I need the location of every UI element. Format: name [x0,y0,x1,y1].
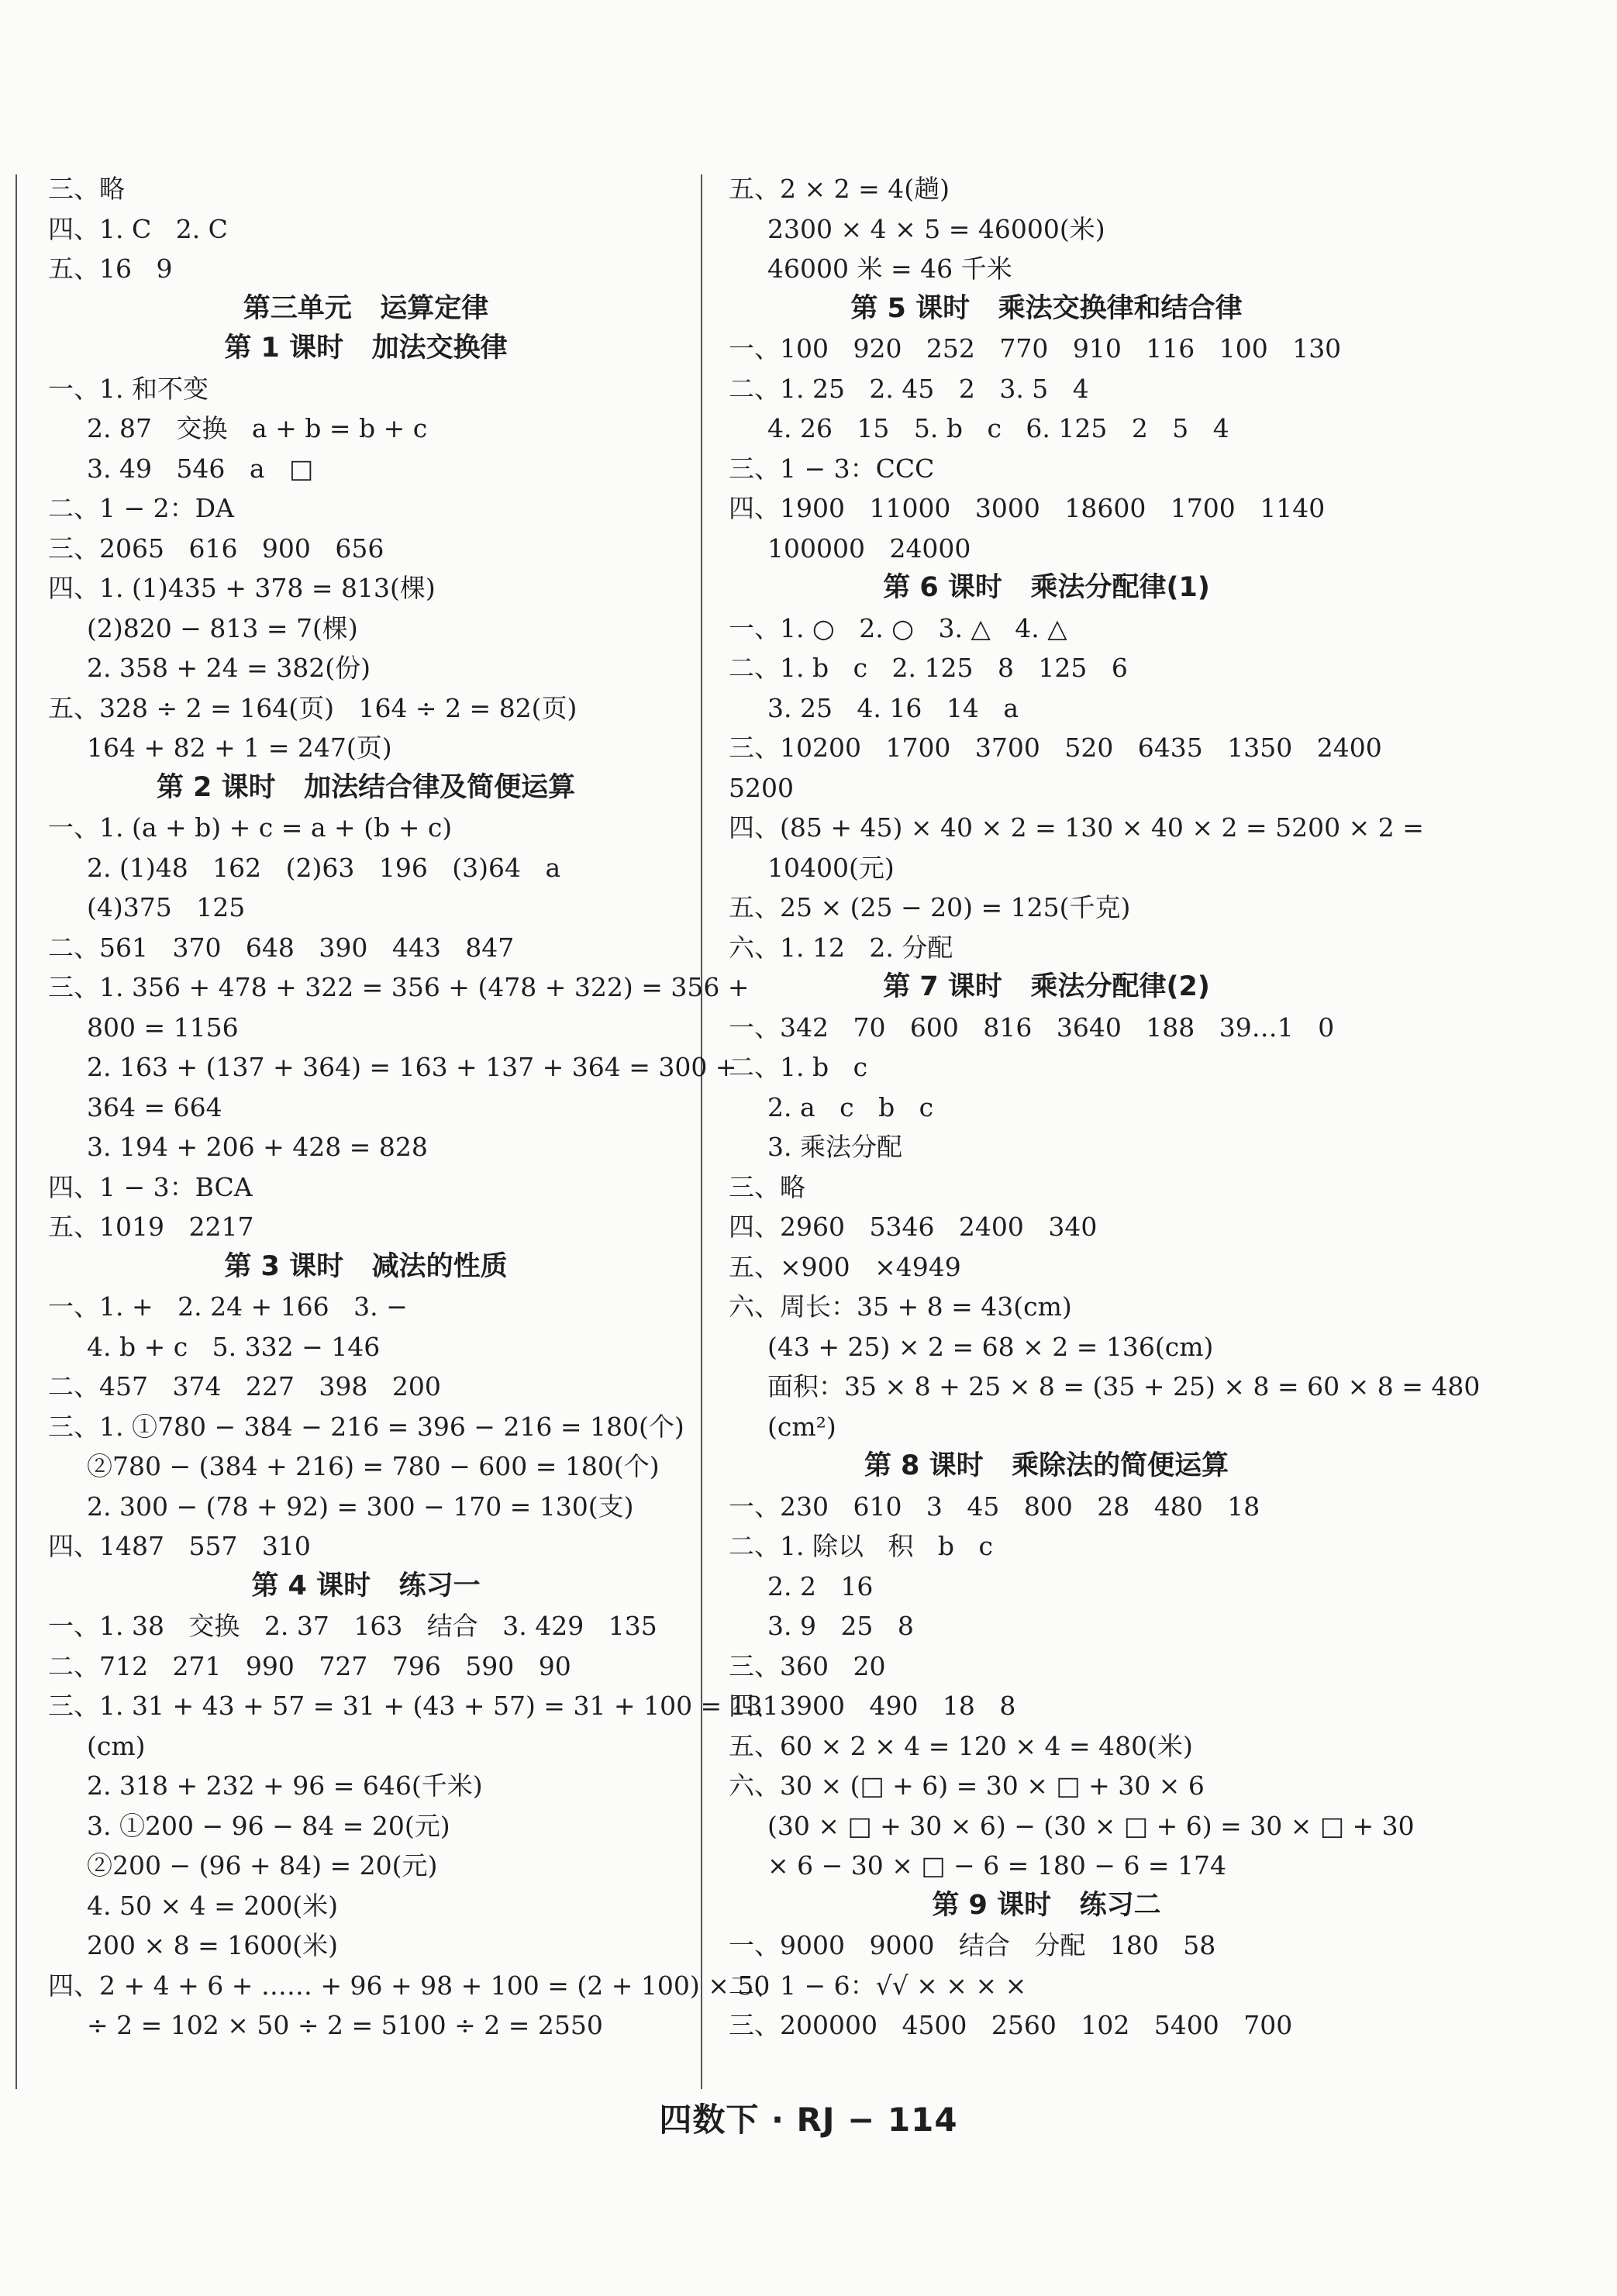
answer-line: 六、30 × (□ + 6) = 30 × □ + 30 × 6 [729,1770,1205,1801]
right-answer-column [729,169,1481,2107]
answer-line: 四、3900 490 18 8 [729,1691,1016,1721]
page-footer: 四数下 · RJ − 114 [659,2101,958,2139]
answer-line: 一、9000 9000 结合 分配 180 58 [729,1930,1216,1960]
section-heading: 第 8 课时 乘除法的简便运算 [864,1450,1229,1481]
answer-line: 四、1. (1)435 + 378 = 813(棵) [48,573,436,603]
answer-line: 一、1. ○ 2. ○ 3. △ 4. △ [729,612,1067,643]
answer-line: 面积：35 × 8 + 25 × 8 = (35 + 25) × 8 = 60 × 8 = 480 [767,1371,1481,1401]
answer-line: 六、周长：35 + 8 = 43(cm) [729,1291,1072,1322]
section-heading: 第 3 课时 减法的性质 [224,1250,508,1282]
answer-line: 2. 300 − (78 + 92) = 300 − 170 = 130(支) [87,1491,634,1522]
answer-line: 五、60 × 2 × 4 = 120 × 4 = 480(米) [729,1730,1193,1761]
answer-line: 二、1 − 6：√√ × × × × [729,1970,1027,2001]
left-margin-rule [16,174,17,2089]
answer-line: 3. 9 25 8 [767,1611,914,1641]
answer-line: (4)375 125 [87,892,246,922]
answer-line: 二、1. b c [729,1052,868,1082]
answer-line: 五、×900 ×4949 [729,1251,961,1282]
answer-line: 二、712 271 990 727 796 590 90 [48,1650,571,1681]
answer-line: 100000 24000 [767,533,971,564]
section-heading: 第 7 课时 乘法分配律(2) [883,971,1210,1002]
answer-line: 三、360 20 [729,1650,886,1681]
answer-line: 二、561 370 648 390 443 847 [48,932,515,963]
answer-line: 六、1. 12 2. 分配 [729,932,953,963]
column-divider-rule [701,174,702,2089]
answer-line: 2. 318 + 232 + 96 = 646(千米) [87,1770,483,1801]
answer-line: 四、1. C 2. C [48,213,228,244]
section-heading: 第 5 课时 乘法交换律和结合律 [850,292,1243,324]
section-heading: 第 6 课时 乘法分配律(1) [883,572,1210,603]
answer-line: 三、10200 1700 3700 520 6435 1350 2400 [729,733,1382,763]
answer-line: 三、略 [729,1171,805,1202]
answer-line: 5200 [729,772,794,803]
answer-line: 三、1 − 3：CCC [729,453,935,484]
section-heading: 第 2 课时 加法结合律及简便运算 [156,771,576,803]
answer-line: 800 = 1156 [87,1012,239,1043]
answer-line: 四、(85 + 45) × 40 × 2 = 130 × 40 × 2 = 5200 × 2 = [729,812,1424,843]
answer-line: 三、略 [48,174,125,204]
answer-line: 3. 194 + 206 + 428 = 828 [87,1132,428,1162]
answer-line: 2. a c b c [767,1091,934,1122]
answer-line: 二、1. 25 2. 45 2 3. 5 4 [729,373,1089,404]
answer-line: 4. 26 15 5. b c 6. 125 2 5 4 [767,413,1229,443]
answer-line: 364 = 664 [87,1091,222,1122]
section-heading: 第三单元 运算定律 [243,292,489,324]
answer-line: 二、1 − 2：DA [48,493,234,523]
answer-line: 一、1. (a + b) + c = a + (b + c) [48,812,453,843]
answer-line: 五、25 × (25 − 20) = 125(千克) [729,892,1131,922]
answer-line: 二、1. 除以 积 b c [729,1531,993,1561]
section-heading: 第 1 课时 加法交换律 [224,333,508,364]
answer-line: 一、100 920 252 770 910 116 100 130 [729,333,1342,364]
answer-line: (30 × □ + 30 × 6) − (30 × □ + 6) = 30 × □ + 30 [767,1810,1415,1841]
answer-line: 五、1019 2217 [48,1212,254,1242]
answer-line: 10400(元) [767,852,895,883]
answer-line: 三、1. ①780 − 384 − 216 = 396 − 216 = 180(个) [48,1411,684,1442]
answer-line: (43 + 25) × 2 = 68 × 2 = 136(cm) [767,1331,1214,1362]
answer-line: 4. 50 × 4 = 200(米) [87,1890,338,1921]
answer-line: 200 × 8 = 1600(米) [87,1930,338,1960]
answer-line: 3. ①200 − 96 − 84 = 20(元) [87,1810,450,1841]
answer-line: 四、1 − 3：BCA [48,1171,253,1202]
answer-line: 四、1487 557 310 [48,1531,311,1561]
answer-line: 四、1900 11000 3000 18600 1700 1140 [729,493,1326,523]
answer-line: (cm²) [767,1411,836,1442]
answer-line: 2. 87 交换 a + b = b + c [87,413,428,443]
answer-line: (2)820 − 813 = 7(棵) [87,612,358,643]
answer-line: 3. 49 546 a □ [87,453,314,484]
answer-line: 三、2065 616 900 656 [48,533,384,564]
section-heading: 第 4 课时 练习一 [251,1570,481,1601]
answer-line: 三、200000 4500 2560 102 5400 700 [729,2010,1293,2040]
section-heading: 第 9 课时 练习二 [932,1889,1161,1921]
answer-line: 一、1. 38 交换 2. 37 163 结合 3. 429 135 [48,1611,657,1641]
answer-line: 四、2960 5346 2400 340 [729,1212,1098,1242]
answer-line: 2300 × 4 × 5 = 46000(米) [767,213,1105,244]
answer-line: 一、1. + 2. 24 + 166 3. − [48,1291,408,1322]
answer-line: 五、328 ÷ 2 = 164(页) 164 ÷ 2 = 82(页) [48,692,578,723]
answer-line: 2. (1)48 162 (2)63 196 (3)64 a [87,852,561,883]
answer-line: 一、230 610 3 45 800 28 480 18 [729,1491,1260,1522]
answer-line: 三、1. 31 + 43 + 57 = 31 + (43 + 57) = 31 + 100 = 131 [48,1691,779,1721]
answer-line: ②780 − (384 + 216) = 780 − 600 = 180(个) [87,1451,660,1481]
answer-line: 四、2 + 4 + 6 + …… + 96 + 98 + 100 = (2 + 100) × 50 [48,1970,771,2001]
answer-line: (cm) [87,1730,146,1761]
answer-line: 3. 乘法分配 [767,1132,902,1162]
answer-line: 164 + 82 + 1 = 247(页) [87,733,392,763]
answer-line: 五、2 × 2 = 4(趟) [729,174,950,204]
answer-line: 一、342 70 600 816 3640 188 39…1 0 [729,1012,1335,1043]
answer-line: 2. 2 16 [767,1570,874,1601]
answer-line: 2. 163 + (137 + 364) = 163 + 137 + 364 = 300 + [87,1052,737,1082]
answer-line: × 6 − 30 × □ − 6 = 180 − 6 = 174 [767,1850,1227,1881]
answer-line: 一、1. 和不变 [48,373,209,404]
answer-line: 2. 358 + 24 = 382(份) [87,653,371,683]
answer-line: 五、16 9 [48,253,173,284]
answer-line: ÷ 2 = 102 × 50 ÷ 2 = 5100 ÷ 2 = 2550 [87,2010,603,2040]
answer-line: 三、1. 356 + 478 + 322 = 356 + (478 + 322) = 356 + [48,972,750,1002]
answer-line: 4. b + c 5. 332 − 146 [87,1331,381,1362]
answer-line: 46000 米 = 46 千米 [767,253,1012,284]
answer-line: 二、1. b c 2. 125 8 125 6 [729,653,1128,683]
answer-line: ②200 − (96 + 84) = 20(元) [87,1850,438,1881]
answer-line: 3. 25 4. 16 14 a [767,692,1019,723]
answer-line: 二、457 374 227 398 200 [48,1371,441,1401]
